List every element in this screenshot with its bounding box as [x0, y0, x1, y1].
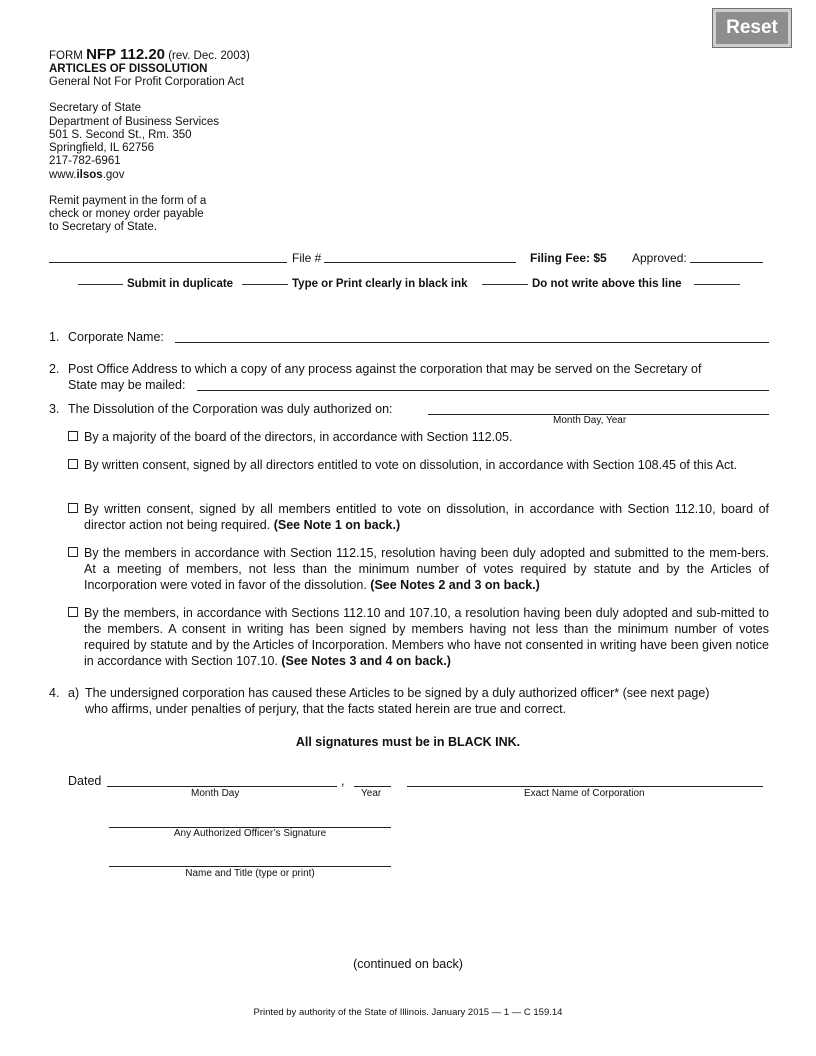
- submit-duplicate: Submit in duplicate: [127, 278, 234, 290]
- option-checkbox[interactable]: [68, 607, 78, 617]
- address-line: 217-782-6961: [49, 155, 121, 167]
- corporate-name-label: Corporate Name:: [68, 330, 164, 344]
- option-members-meeting: By the members in accordance with Section 112.15, resolution having been duly adopted and submitted to the mem-bers. At a meeting of members, not less than the minimum number of votes required by statute and by the Articles of Incorporation were voted in favor of the dissolution. (See Notes 2 and 3 on back.): [68, 545, 769, 593]
- address-line: Springfield, IL 62756: [49, 142, 155, 154]
- po-address-field[interactable]: [197, 376, 769, 391]
- month-day-caption: Month Day: [191, 788, 240, 799]
- name-title-caption: Name and Title (type or print): [185, 868, 315, 879]
- black-ink-notice: All signatures must be in BLACK INK.: [295, 735, 521, 749]
- form-header: [49, 48, 250, 234]
- dated-month-day-field[interactable]: [107, 772, 337, 787]
- footer: Printed by authority of the State of Illinois. January 2015 — 1 — C 159.14: [253, 1007, 563, 1018]
- po-address-label: State may be mailed:: [68, 378, 186, 392]
- option-directors-consent: By written consent, signed by all directors entitled to vote on dissolution, in accordance with Section 108.45 of this Act.: [68, 457, 769, 473]
- file-label: File #: [292, 251, 322, 265]
- website: www.ilsos.gov: [49, 169, 125, 181]
- continued-note: (continued on back): [353, 957, 463, 971]
- item-number: 4.: [49, 686, 60, 700]
- approved-field: [690, 250, 763, 263]
- address-line: Secretary of State: [49, 102, 142, 114]
- option-board-majority: By a majority of the board of the directors, in accordance with Section 112.05.: [68, 429, 769, 445]
- form-title: ARTICLES OF DISSOLUTION: [49, 63, 208, 75]
- form-prefix: FORM: [49, 50, 83, 62]
- file-number-field: [324, 250, 516, 263]
- type-print-instruction: Type or Print clearly in black ink: [292, 278, 468, 290]
- approved-label: Approved:: [632, 251, 687, 265]
- name-title-field[interactable]: [109, 852, 391, 867]
- address-line: 501 S. Second St., Rm. 350: [49, 129, 192, 141]
- remit-line: check or money order payable: [49, 208, 204, 220]
- form-subtitle: General Not For Profit Corporation Act: [49, 76, 244, 88]
- item-number: 1.: [49, 330, 60, 344]
- option-checkbox[interactable]: [68, 503, 78, 513]
- officer-signature-caption: Any Authorized Officer’s Signature: [173, 828, 327, 839]
- corporation-name-field[interactable]: [407, 772, 763, 787]
- corporate-name-field[interactable]: [175, 328, 769, 343]
- po-address-text: Post Office Address to which a copy of any process against the corporation that may be served on the Secretary of: [68, 362, 702, 376]
- dissolution-date-field[interactable]: [428, 400, 769, 415]
- option-checkbox[interactable]: [68, 459, 78, 469]
- remit-line: to Secretary of State.: [49, 221, 158, 233]
- item-number: 3.: [49, 402, 60, 416]
- address-line: Department of Business Services: [49, 116, 220, 128]
- form-rev: (rev. Dec. 2003): [168, 50, 250, 62]
- reset-button[interactable]: Reset: [713, 9, 791, 47]
- do-not-write: Do not write above this line: [532, 278, 682, 290]
- option-checkbox[interactable]: [68, 547, 78, 557]
- option-checkbox[interactable]: [68, 431, 78, 441]
- sub-item-a: a): [68, 686, 80, 700]
- affirm-text: The undersigned corporation has caused these Articles to be signed by a duly authorized officer* (see next page): [85, 686, 710, 700]
- year-caption: Year: [361, 788, 382, 799]
- form-number: NFP 112.20: [86, 46, 166, 63]
- item-number: 2.: [49, 362, 60, 376]
- month-day-year-caption: Month Day, Year: [553, 415, 627, 426]
- dated-label: Dated: [68, 774, 102, 788]
- option-members-resolution: By the members, in accordance with Sections 112.10 and 107.10, a resolution having been duly adopted and sub-mitted to the members. A consent in writing has been signed by members having not less than the minimum number of votes required by statute and by the Articles of Incorporation. Members who have not consented in writing have been given notice in accordance with Section 107.10. (See Notes 3 and 4 on back.): [68, 605, 769, 669]
- dissolution-label: The Dissolution of the Corporation was duly authorized on:: [68, 402, 393, 416]
- exact-name-caption: Exact Name of Corporation: [524, 788, 645, 799]
- officer-signature-field[interactable]: [109, 813, 391, 828]
- office-blank: [49, 250, 287, 263]
- comma: ,: [341, 774, 345, 788]
- dated-year-field[interactable]: [354, 772, 391, 787]
- affirm-text: who affirms, under penalties of perjury, that the facts stated herein are true and correct.: [85, 702, 567, 716]
- filing-fee: Filing Fee: $5: [530, 251, 607, 265]
- option-members-consent: By written consent, signed by all members entitled to vote on dissolution, in accordance with Section 112.10, board of director action not being required. (See Note 1 on back.): [68, 501, 769, 533]
- remit-line: Remit payment in the form of a: [49, 195, 207, 207]
